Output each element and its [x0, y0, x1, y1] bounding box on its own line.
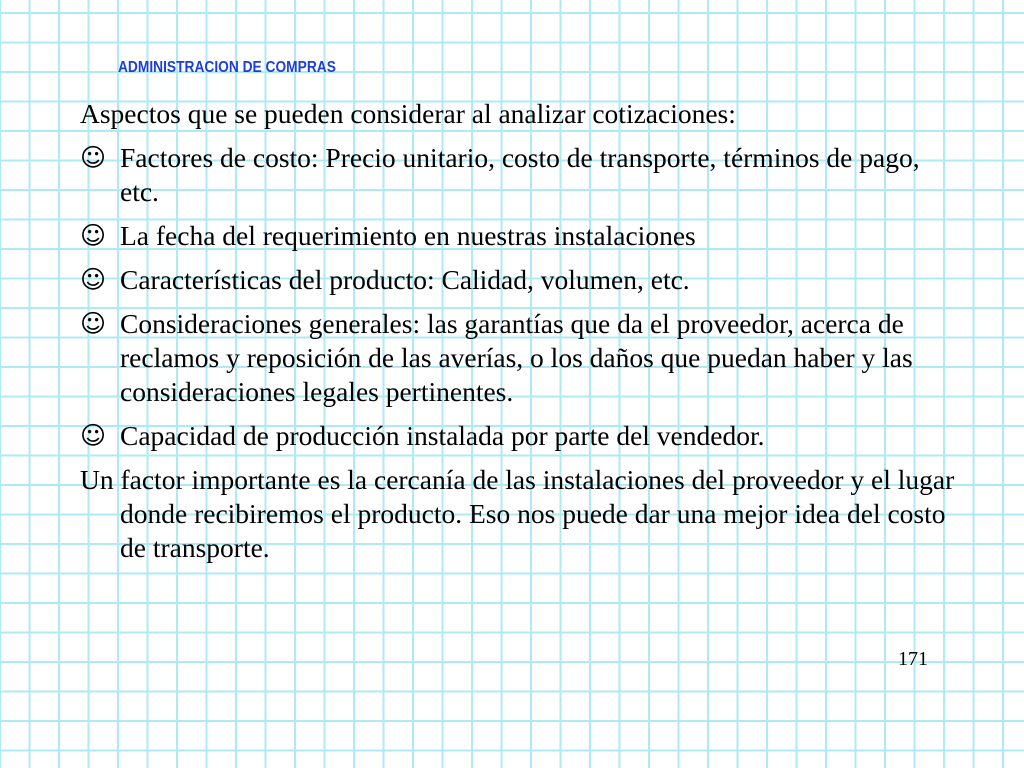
bullet-item: [80, 141, 960, 209]
bullet-item: [80, 307, 960, 409]
bullet-text: Capacidad de producción instalada por parte del vendedor.: [120, 420, 765, 451]
slide-content: [80, 97, 960, 575]
closing-text: Un factor importante es la cercanía de las instalaciones del proveedor y el lugar donde recibiremos el producto. Eso nos puede dar una mejor idea del costo de transporte.: [80, 464, 955, 563]
bullet-text: La fecha del requerimiento en nuestras instalaciones: [120, 220, 696, 251]
smiley-icon: ☺: [80, 143, 107, 172]
smiley-icon: ☺: [80, 221, 107, 250]
bullet-text: Características del producto: Calidad, volumen, etc.: [120, 264, 690, 295]
bullet-item: [80, 419, 960, 453]
page-number: 171: [898, 648, 928, 670]
bullet-item: [80, 263, 960, 297]
smiley-icon: ☺: [80, 265, 107, 294]
smiley-icon: ☺: [80, 309, 107, 338]
bullet-item: [80, 219, 960, 253]
intro-text: Aspectos que se pueden considerar al analizar cotizaciones:: [80, 98, 736, 129]
bullet-text: Consideraciones generales: las garantías que da el proveedor, acerca de reclamos y reposición de las averías, o los daños que puedan haber y las consideraciones legales pertinentes.: [120, 308, 913, 407]
header-title: ADMINISTRACION DE COMPRAS: [118, 59, 336, 76]
bullet-text: Factores de costo: Precio unitario, costo de transporte, términos de pago, etc.: [120, 142, 920, 207]
smiley-icon: ☺: [80, 421, 107, 450]
